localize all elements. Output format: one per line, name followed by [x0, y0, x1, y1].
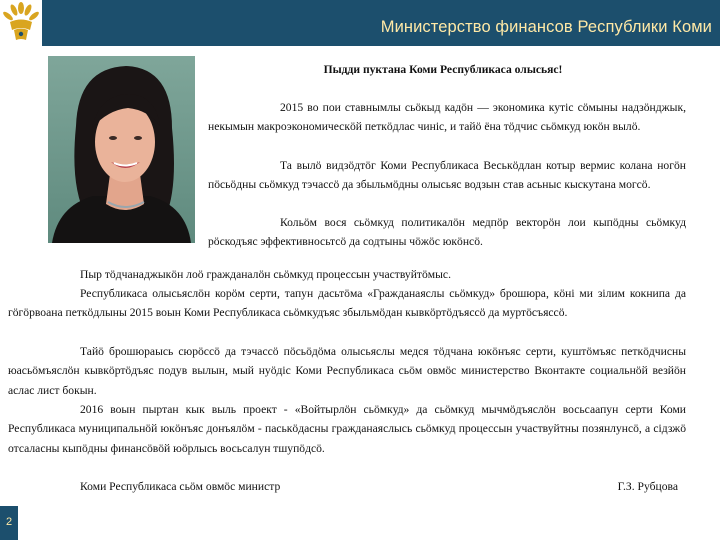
- minister-portrait-photo: [48, 56, 195, 243]
- paragraph-6: Тайӧ брошюраысь сюрӧссӧ да тэчассӧ пӧсьӧдӧма олысьяслы медся тӧдчана юкӧнъяс серти, куштӧмъяс петкӧдчисны юасьӧмъяслӧн кывкӧртӧдъяс подув вылын, мый нуӧдiс Коми Республикаса сьӧм овмӧс министерство Вконтакте социальнӧй везйӧн аслас лист бокын.: [8, 345, 686, 397]
- paragraph-5: Республикаса олысьяслӧн корӧм серти, тапун дасьтӧма «Гражданаяслы сьӧмкуд» брошюра, кӧнi ми зiлим кокнипа да гӧгӧрвоана петкӧдлыны 2015 воын Коми Республикаса сьӧмкудъяс збыльмӧдан кывкӧртӧдъяссӧ да муртӧсъяссӧ.: [8, 287, 686, 320]
- paragraph-2: Та вылӧ видзӧдтӧг Коми Республикаса Веськӧдлан котыр вермис колана ногӧн пӧсьӧдны сьӧмкуд тэчассӧ да збыльмӧдны олысьяс водзын став асьныс кыскутана могсӧ.: [208, 159, 686, 192]
- page-number: 2: [5, 516, 13, 528]
- document-title: Пыдди пуктана Коми Республикаса олысьяс!: [323, 63, 563, 76]
- header-bar: [0, 0, 720, 46]
- paragraph-7: 2016 воын пыртан кык выль проект - «Войтырлӧн сьӧмкуд» да сьӧмкуд мычмӧдъяслӧн восьсаапун серти Коми Республикаса муниципальнӧй юкӧнъяс донъялӧм - паськӧдасны гражданаяслысь сьӧмкуд процессын участвуйтны позянлунсӧ, а сiдзжӧ отсаласны кыпӧдны финансӧвӧй юӧрлысь восьсалун тшупӧдсӧ.: [8, 403, 686, 455]
- coat-of-arms-logo: [0, 0, 42, 46]
- paragraph-4: Пыр тӧдчанаджыкӧн лоӧ гражданалӧн сьӧмкуд процессын участвуйтӧмыс.: [80, 268, 451, 281]
- paragraph-3: Кольӧм вося сьӧмкуд политикалӧн медпӧр векторӧн лои кыпӧдны сьӧмкуд рӧскодъяс эффективносьтсӧ да содтыны чӧжӧс юкӧнсӧ.: [208, 216, 686, 249]
- signature-row: [80, 477, 686, 496]
- ministry-title: Министерство финансов Республики Коми: [380, 18, 712, 36]
- signature-name: Г.З. Рубцова: [617, 480, 678, 493]
- signature-position: Коми Республикаса сьӧм овмӧс министр: [80, 480, 281, 493]
- paragraph-1: 2015 во пои ставнымлы сьӧкыд кадӧн — экономика кутiс сӧмыны надзӧнджык, некымын макроэкономическӧй петкӧдлас чинiс, и тайӧ ёна тӧдчис сьӧмкуд юкӧн вылӧ.: [208, 101, 686, 134]
